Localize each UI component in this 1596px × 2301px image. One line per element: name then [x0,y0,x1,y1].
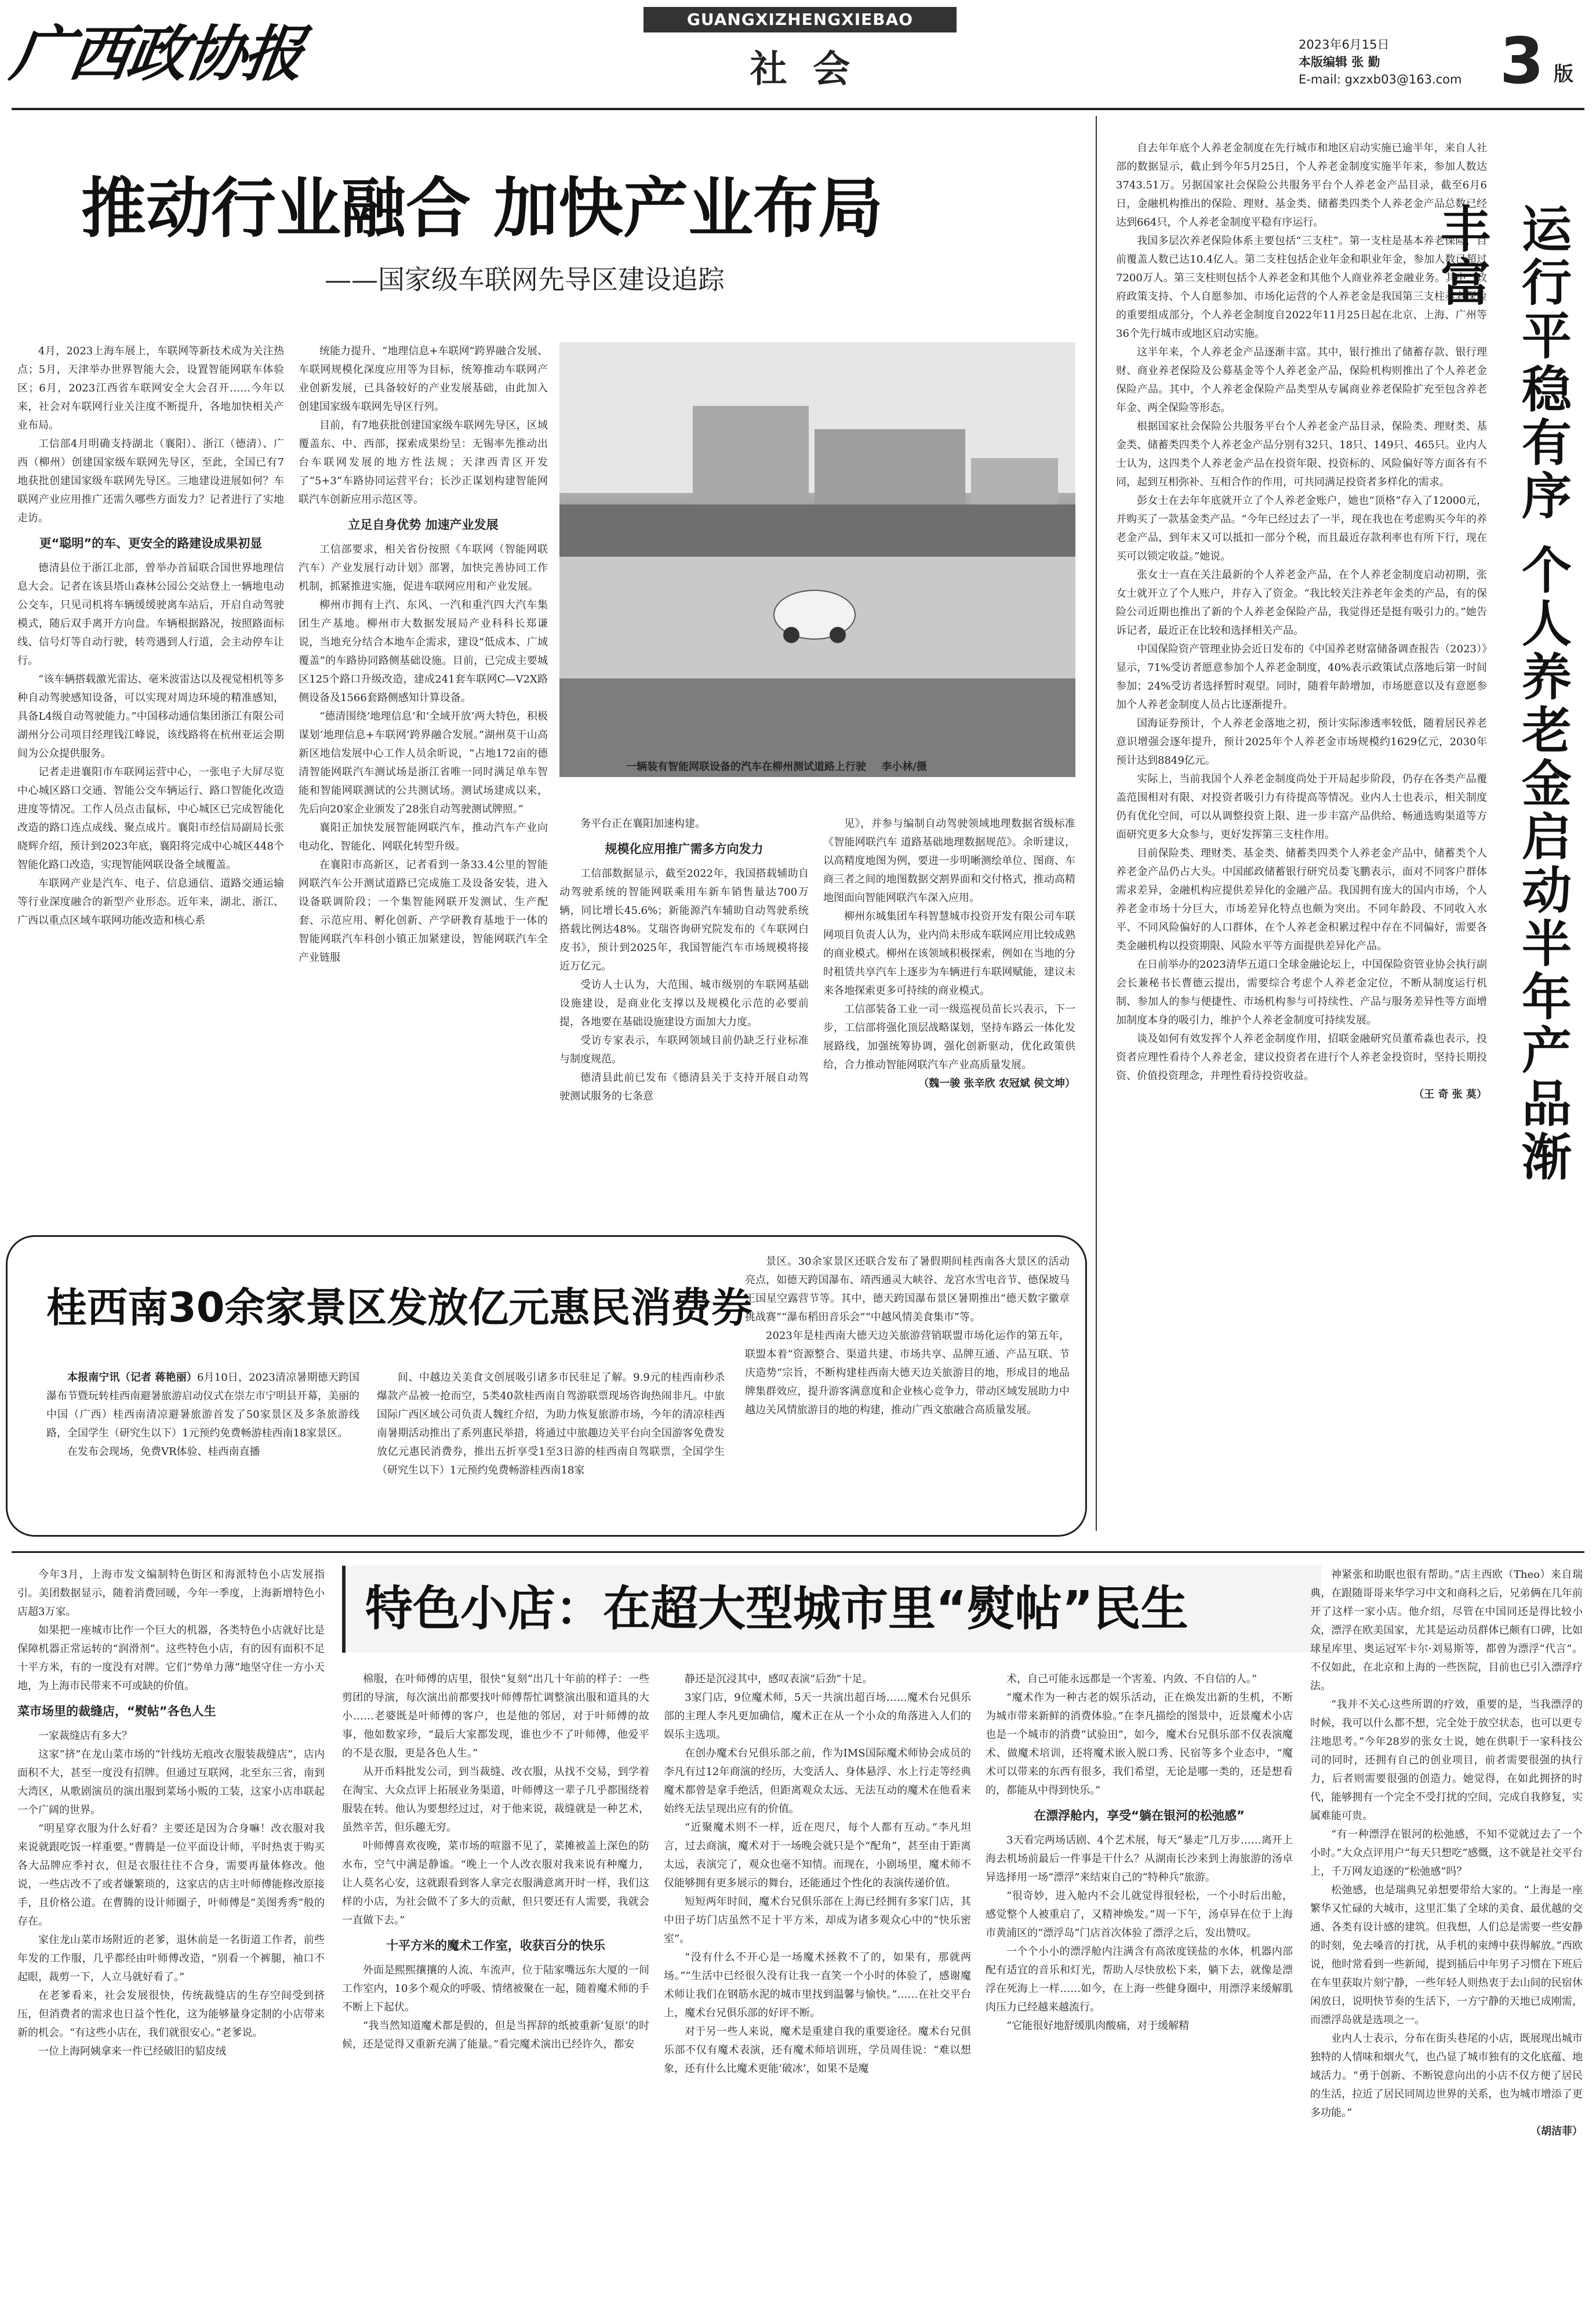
section-title: 社 会 [750,48,850,91]
paragraph: 在日前举办的2023清华五道口全球金融论坛上，中国保险资管业协会执行副会长兼秘书长曹德云提出，需要综合考虑个人养老金定位，不断从制度运行机制、参加人的参与便捷性、市场机构参与可持续性、产品与服务差异性等方面增加制度本身的吸引力，维护个人养老金制度可持续发展。 [1116,959,1487,1026]
article2-column-2 [377,1369,725,1525]
paragraph: 业内人士表示，分布在街头巷尾的小店，既展现出城市独特的人情味和烟火气，也凸显了城市独有的文化底蕴、地域活力。“勇于创新、不断锐意向出的小店不仅方便了居民的生活，拉近了居民同周边世界的关系，也为城市增添了更多功能。” [1310,2033,1583,2119]
paragraph: 自去年年底个人养老金制度在先行城市和地区启动实施已逾半年，来自人社部的数据显示，截止到今年5月25日，个人养老金制度实施半年来，参加人数达3743.51万。另据国家社会保险公共服务平台个人养老金产品目录，截至6月6日，金融机构推出的保险、理财、基金类、储蓄类四类个人养老金产品总数已经达到664只，个人养老金制度平稳有序运行。 [1116,142,1487,228]
issue-info [1299,36,1490,100]
pinyin-text: GUANGXIZHENGXIEBAO [686,10,914,29]
paragraph: 静还是沉浸其中，感叹表演“后劲”十足。 [685,1673,873,1685]
article1-column-2 [299,342,548,1212]
article4-column-2 [342,1670,649,2296]
paragraph: 工信部要求，相关省份按照《车联网（智能网联汽车）产业发展行动计划》部署，加快完善协同工作机制，抓紧推进实施，促进车联网应用和产业发展。 [299,543,548,593]
paragraph: “我当然知道魔术都是假的，但是当挥辞的纸被重新‘复原’的时候，还是觉得又重新充满了能量。”看完魔术演出已经许久，都安 [342,2020,649,2050]
paragraph: 德清县此前已发布《德清县关于支持开展自动驾驶测试服务的七条意 [559,1072,809,1102]
lead-reporter: （记者 蒋艳丽） [119,1371,198,1384]
photo-credit: 李小林/摄 [881,761,927,773]
article4-column-1 [17,1566,325,2296]
paragraph: “很奇妙，进入舱内不会儿就觉得很轻松，一个小时后出舱，感觉整个人被重启了，又精神焕发。”周一下午，汤卓异在位于上海市黄浦区的“漂浮岛”门店首次体验了漂浮之后，发出赞叹。 [986,1890,1293,1939]
paragraph: 车联网产业是汽车、电子、信息通信、道路交通运输等行业深度融合的新型产业形态。近年来，湖北、浙江、广西以重点区域车联网功能改造和核心系 [17,877,284,927]
paragraph: 柳州东城集团车科智慧城市投资开发有限公司车联网项目负责人认为，业内尚未形成车联网应用比较成熟的商业模式。柳州在该领域积极探索，例如在当地的分时租赁共享汽车上逐步为车辆进行车联网赋能，建议未来各地探索更多可持续的商业模式。 [823,910,1075,997]
paragraph: “魔术作为一种古老的娱乐活动，正在焕发出新的生机，不断为城市带来新鲜的消费体验。”在李凡描绘的图景中，近景魔术小店也是一个城市的消费“试验田”，如今，魔术台兄俱乐部不仅表演魔术、做魔术培训，还将魔术嵌入脱口秀、民宿等多个业态中，“魔术可以带来的东西有很多，我们希望，无论是哪一类的，还是想看的，都能从中得到快乐。” [986,1692,1293,1796]
paragraph: 一家裁缝店有多大？ [38,1730,132,1742]
subheading: 更“聪明”的车、更安全的路建设成果初显 [39,536,263,550]
paragraph: 统能力提升、“地理信息+车联网”跨界融合发展、车联网规模化深度应用等为目标，统筹推动车联网产业创新发展，已具备较好的产业发展基础，由此加入创建国家级车联网先导区行列。 [299,345,548,413]
paragraph: 3天看完两场话剧、4个艺术展，每天“暴走”几万步……离开上海去机场前最后一件事是干什么？从湖南长沙来到上海旅游的汤卓异选择用一场“漂浮”来结束自己的“特种兵”旅游。 [986,1834,1293,1883]
paragraph: “明星穿衣服为什么好看？主要还是因为合身嘛！改衣服对我来说就跟吃饭一样重要。”曹腾是一位平面设计师，平时热衷于购买各大品牌应季衬衣，但是衣服往往不合身，需要再量体修改。他说，一些店改不了或者嫌繁琐的，这家店的店主叶师傅能修改原接手，且价格公道。在曹腾的设计师圈子，叶师傅是“美图秀秀”般的存在。 [17,1823,325,1928]
paragraph: 工信部装备工业一司一级巡视员苗长兴表示，下一步，工信部将强化顶层战略谋划，坚持车路云一体化发展路线，加强统筹协调，强化创新驱动，优化政策供给，合力推动智能网联汽车产业高质量发展。 [823,1003,1075,1071]
page-number: 3 [1499,24,1544,98]
byline: （胡洁菲） [1530,2125,1583,2137]
logo-text: 广西政协报 [6,18,307,89]
paragraph: 工信部4月明确支持湖北（襄阳）、浙江（德清）、广西（柳州）创建国家级车联网先导区，至此，全国已有7地获批创建国家级车联网先导区。三地建设进展如何？车联网产业应用推广还需久哪些方面发力？记者进行了实地走访。 [17,438,284,524]
subheading: 规模化应用推广需多方向发力 [605,842,764,856]
paragraph: 4月，2023上海车展上，车联网等新技术成为关注热点；5月，天津举办世界智能大会，设置智能网联车体验区；6月，2023江西省车联网安全大会召开……今年以来，社会对车联网行业关注度不断提升，各地加快相关产业布局。 [17,345,284,431]
paragraph: 这半年来，个人养老金产品逐渐丰富。其中，银行推出了储蓄存款、银行理财、商业养老保险及公募基金等个人养老金产品，保险机构则推出了个人养老金保险产品。其中，个人养老金保险产品类型从专属商业养老保险扩充至包含养老年金、两全保险等形态。 [1116,346,1487,414]
paragraph: 从开币料批发公司，到当裁缝、改衣服，从找不交易，到学着在淘宝、大众点评上拓展业务渠道，叶师傅这一辈子几乎都围绕着服装在转。他认为要想经过过，对于他来说，裁缝就是一种艺术，虽然辛苦，但乐趣无穷。 [342,1766,649,1834]
subheading: 菜市场里的裁缝店，“熨帖”各色人生 [17,1704,216,1718]
paragraph: 3家门店，9位魔术师，5天一共演出超百场……魔术台兄俱乐部的主理人李凡更加确信，魔术正在从一个小众的角落进入人们的娱乐主选项。 [664,1692,971,1741]
paragraph: “德清围绕‘地理信息’和‘全域开放’两大特色，积极谋划‘地理信息+车联网’跨界融合发展。”湖州莫干山高新区地信发展中心工作人员余昕说，“占地172亩的德清智能网联汽车测试场是浙江省唯一同时满足单车智能和智能网联测试的公共测试场。测试场建成以来，先后向20家企业颁发了28张自动驾驶测试牌照。” [299,710,548,815]
photo-caption: 一辆装有智能网联设备的汽车在柳州测试道路上行驶 [626,761,866,773]
paragraph: 家住龙山菜市场附近的老爹，退休前是一名街道工作者，前些年发的工作服，几乎都经由叶师傅改造，“别看一个裤腿，袖口不起眼，裁剪一下，人立马就好看了。” [17,1934,325,1983]
paragraph: 目前保险类、理财类、基金类、储蓄类四类个人养老金产品中，储蓄类个人养老金产品仍占大头。中国邮政储蓄银行研究员娄飞鹏表示，面对不同客户群体需求差异，金融机构应提供差异化的金融产品。我国拥有庞大的国内市场，个人养老金市场十分巨大，市场差异化特点也颇为突出。不同年龄段、不同收入水平、不同风险偏好的人口群体，在个人养老金积累过程中存在不同偏好，需要各类金融机构以投资期限、风险水平等方面提供差异化产品。 [1116,847,1487,952]
paragraph: 目前，有7地获批创建国家级车联网先导区，区域覆盖东、中、西部，探索成果纷呈：无锡率先推动出台车联网发展的地方性法规；天津西青区开发了“5+3”车路协同运营平台；长沙正谋划构建智能网联汽车创新应用示范区等。 [299,419,548,506]
paragraph: 今年3月，上海市发文编制特色街区和海派特色小店发展指引。美团数据显示，随着消费回暖，今年一季度，上海新增特色小店超3万家。 [17,1569,325,1618]
paragraph: 对于另一些人来说，魔术是重建自我的重要途径。魔术台兄俱乐部不仅有魔术表演，还有魔术师培训班，学员周佳说：“难以想象，还有什么比魔术更能‘破冰’，如果不是魔 [664,2026,971,2075]
article1-column-3 [559,815,809,1209]
paragraph: 记者走进襄阳市车联网运营中心，一张电子大屏尽览中心城区路口交通、智能公交车辆运行、路口智能化改造进度等情况。工作人员点击鼠标，中心城区已完成智能化改造的路口连点成线、聚点成片。襄阳市经信局副局长张晓辉介绍，预计到2023年底，襄阳将完成中心城区448个智能化路口改造，实现智能网联设备全域覆盖。 [17,766,284,871]
photo-illustration [559,342,1075,777]
paragraph: 松弛感，也是瑞典兄弟想要带给大家的。“上海是一座繁华又忙碌的大城市，这里汇集了全球的美食、最优越的交通、各类有设计感的建筑。但我想，人们总是需要一些安静的时刻，免去嗓音的打扰，从手机的束缚中获得解放。”西欧说，他时常看到一些新闻，提到插后中年男子习惯在下班后在车里获取片刻宁静，一些年轻人则热衷于去山间的民宿休闲放日，说明快节奏的生活下，一方宁静的天地已成刚需，而漂浮岛就是选项之一。 [1310,1884,1583,2026]
paragraph: 神紧张和助眠也很有帮助。”店主西欧（Theo）来自瑞典，在跟随哥哥来华学习中文和商科之后，兄弟俩在几年前开了这样一家小店。他介绍，尽管在中国同还是得比较小众，漂浮在欧美国家，尤其是运动员群体已颇有口碑，比如球星库里、奥运冠军卡尔·刘易斯等，都曾为漂浮“代言”。不仅如此，在北京和上海的一些医院，目前也已引入漂浮疗法。 [1310,1569,1583,1692]
byline: （魏一骏 张辛欣 农冠斌 侯文坤） [918,1077,1075,1090]
paragraph: 中国保险资产管理业协会近日发布的《中国养老财富储备调查报告（2023）》显示，71%受访者愿意参加个人养老金制度，40%表示政策试点落地后第一时间参加；24%受访者选择暂时观望。同时，随着年龄增加，市场愿意以及有意愿参加个人养老金制度人员占比逐渐提升。 [1116,643,1487,711]
paragraph: 这家“挤”在龙山菜市场的“针线坊无痕改衣服装裁缝店”，店内面积不大，甚至一度没有招牌。但通过互联网，北至东三省，南到大湾区，从歌剧演员的演出服到菜场小贩的工装，这家小店串联起一个广阔的世界。 [17,1748,325,1816]
paragraph: 在发布会现场，免费VR体验、桂西南直播 [67,1446,260,1458]
paragraph: 受访人士认为，大范围、城市级别的车联网基础设施建设，是商业化支撑以及规模化示范的必要前提，各地要在基础设施建设方面加大力度。 [559,979,809,1028]
paragraph: “没有什么不开心是一场魔术拯救不了的，如果有，那就两场。”“生活中已经很久没有让我一直笑一个小时的体验了，感谢魔术师让我们在钢筋水泥的城市里找到温馨与愉快。”……在社交平台上，魔术台兄俱乐部的好评不断。 [664,1951,971,2019]
paragraph: 工信部数据显示，截至2022年，我国搭载辅助自动驾驶系统的智能网联乘用车新车销售量达700万辆，同比增长45.6%；新能源汽车辅助自动驾驶系统搭载比例达48%。艾瑞咨询研究院发布的《车联网白皮书》，预计到2025年，我国智能汽车市场规模将接近万亿元。 [559,868,809,972]
paragraph: 柳州市拥有上汽、东风、一汽和重汽四大汽车集团生产基地。柳州市大数据发展局产业科科长郑谦说，当地充分结合本地车企需求，建设“低成本、广域覆盖”的车路协同路侧基础设施。目前，已完成主要城区125个路口升级改造，建成241套车联网C—V2X路侧设备及1566套路侧感知计算设备。 [299,599,548,704]
paragraph: “该车辆搭载激光雷达、毫米波雷达以及视觉相机等多种自动驾驶感知设备，可以实现对周边环境的精准感知，具备L4级自动驾驶能力。”中国移动通信集团浙江有限公司湖州分公司项目经理钱江峰说，该线路将在杭州亚运会期间为公众提供服务。 [17,673,284,760]
paragraph: 在襄阳市高新区，记者看到一条33.4公里的智能网联汽车公开测试道路已完成施工及设备安装，进入设备联调阶段；一个集智能网联开发测试、生产配套、示范应用、孵化创新、产学研教育基地于一体的智能网联汽车科创小镇正加紧建设，智能网联汽车全产业链服 [299,859,548,964]
news-photo [559,342,1075,777]
article1-column-4 [823,815,1075,1209]
paragraph: 见》，并参与编制自动驾驶领域地理数据省级标准《智能网联汽车 道路基础地理数据规范》。余昕建议，以高精度地图为例，要进一步明晰测绘单位、图商、车商三者之间的地图数据交割界面和交付格式，推动高精地图面向智能网联汽车深入应用。 [823,818,1075,904]
paragraph: 景区。30余家景区还联合发布了暑假期间桂西南各大景区的活动亮点，如德天跨国瀑布、靖西通灵大峡谷、龙宫水雪电音节、德保坡马王国星空露营节等。其中，德天跨国瀑布景区暑期推出“德天数字徽章挑战赛”“瀑布稻田音乐会”“中越风情美食集市”等。 [745,1255,1070,1323]
article4-column-5 [1310,1566,1583,2296]
paragraph: 根据国家社会保险公共服务平台个人养老金产品目录，保险类、理财类、基金类、储蓄类四类个人养老金产品分别有32只、18只、149只、465只。业内人士认为，这四类个人养老金产品在投资年限、投资标的、风险偏好等方面各有不同，起到互相弥补、互相合作的作用，可共同满足投资者多样化的需求。 [1116,420,1487,488]
paragraph: 务平台正在襄阳加速构建。 [580,818,706,830]
editor-email: E-mail: gxzxb03@163.com [1299,72,1462,86]
photo-caption-bar [626,757,1073,778]
article4-column-4 [986,1670,1293,2296]
paragraph: 我国多层次养老保险体系主要包括“三支柱”。第一支柱是基本养老保险，目前覆盖人数已达10.4亿人。第二支柱包括企业年金和职业年金，参加人数已超过7200万人。第三支柱则包括个人养老金和其他个人商业养老金融业务。其中，政府政策支持、个人自愿参加、市场化运营的个人养老金是我国第三支柱养老保险的重要组成部分，个人养老金制度自2022年11月25日起在北京、上海、广州等36个先行城市或地区启动实施。 [1116,235,1487,340]
subheading: 立足自身优势 加速产业发展 [348,518,499,532]
article3-title: 运行平稳有序 个人养老金启动半年产品渐丰富 [1432,203,1571,1184]
paragraph [46,1369,359,1443]
paragraph: 外面是熙熙攘攘的人流、车流声，位于陆家嘴远东大厦的一间工作室内，10多个观众的呼吸、情绪被聚在一起，随着魔术师的手不断上下起伏。 [342,1964,649,2013]
editor-name: 本版编辑 张 勤 [1299,55,1380,69]
article1-subtitle: ——国家级车联网先导区建设追踪 [325,264,725,295]
article2-title: 桂西南30余家景区发放亿元惠民消费券 [46,1284,752,1331]
paragraph: 谈及如何有效发挥个人养老金制度作用，招联金融研究员董希淼也表示，投资者应理性看待个人养老金，建议投资者在进行个人养老金投资时，坚持长期投资、价值投资理念，并理性看待投资收益。 [1116,1033,1487,1082]
paragraph: 在创办魔术台兄俱乐部之前，作为IMS国际魔术师协会成员的李凡有过12年商演的经历，大变活人、身体悬浮、水上行走等经典魔术都曾是拿手绝活，但距离观众太远、无法互动的魔术在他看来始终无法呈现出应有的价值。 [664,1747,971,1815]
paragraph: 实际上，当前我国个人养老金制度尚处于开局起步阶段，仍存在各类产品覆盖范围相对有限、对投资者吸引力有待提高等情况。业内人士也表示，相关制度仍有优化空间，可以从调整投资上限、进一步丰富产品供给、畅通选购渠道等方面研究更多大众参与，更好发挥第三支柱作用。 [1116,773,1487,841]
paragraph: 德清县位于浙江北部，曾举办首届联合国世界地理信息大会。记者在该县塔山森林公园公交站登上一辆地电动公交车，只见司机将车辆缓缓驶离车站后，开启自动驾驶模式，随后双手离开方向盘。车辆根据路况，按照路面标线、信号灯等自动行驶，转弯遇到人行道，会主动停车让行。 [17,562,284,667]
paragraph: 一个个小小的漂浮舱内注满含有高浓度镁盐的水体，机器内部配有适宜的音乐和灯光，帮助人尽快放松下来，躺下去，就像是漂浮在死海上一样……如今，在上海一些健身圈中，用漂浮来缓解肌肉压力已经越来越流行。 [986,1946,1293,2013]
article2-column-1 [46,1369,359,1525]
paragraph: “我并不关心这些所谓的疗效，重要的是，当我漂浮的时候，我可以什么都不想，完全处于放空状态，也可以更专注地思考。”今年28岁的张女士说，她在供职于一家科技公司的同时，还拥有自己的创业项目，前者需要很强的执行力，后者则需要很强的创造力。她觉得，在如此拥挤的时代，能够拥有一个完全不受打扰的空间，完成自我修复，实属难能可贵。 [1310,1698,1583,1822]
article1-title: 推动行业融合 加快产业布局 [81,171,883,246]
paragraph: 2023年是桂西南大德天边关旅游营销联盟市场化运作的第五年，联盟本着“资源整合、渠道共建、市场共享、品牌互通、产品互联、节庆造势”宗旨，不断构建桂西南大德天边关旅游目的地，形成目的地品牌集群效应，提升游客满意度和企业核心竞争力，带动区域发展助力中越边关风情旅游目的地的构建，推动广西文旅融合高质量发展。 [745,1330,1070,1416]
byline: （王 奇 张 莫） [1413,1088,1487,1101]
paragraph: 棉服，在叶师傅的店里，很快“复刻”出几十年前的样子：一些剪团的导演，每次演出前都要找叶师傅帮忙调整演出服和道具的大小……老婆既是叶师傅的客户，也是他的邻居，对于叶师傅的故事，他如数家珍，“最后大家都发现，谁也少不了叶师傅，他爱平的不是衣服，更是各色人生。” [342,1673,649,1759]
paragraph: 在老爹看来，社会发展很快，传统裁缝店的生存空间受到挤压，但消费者的需求也日益个性化，这为能够量身定制的小店带来新的机会。“有这些小店在，我们就很安心。”老爹说。 [17,1990,325,2039]
paragraph: 张女士一直在关注最新的个人养老金产品，在个人养老金制度启动初期，张女士就开立了个人账户，并存入了资金。“我比较关注养老年金类的产品，有的保险公司近期也推出了新的个人养老金保险产品，我觉得还是挺有吸引力的。”她告诉记者，最近正在比较和选择相关产品。 [1116,569,1487,637]
paragraph: 短短两年时间，魔术台兄俱乐部在上海已经拥有多家门店，其中田子坊门店虽然不足十平方米，却成为诸多观众心中的“快乐密室”。 [664,1896,971,1945]
masthead-rule [12,108,1584,110]
article1-column-1 [17,342,284,1212]
newspaper-logo [6,10,313,103]
paragraph: 国海证券预计，个人养老金落地之初，预计实际渗透率较低，随着居民养老意识增强会逐年提升，预计2025年个人养老金市场规模约1629亿元，2030年预计达到8849亿元。 [1116,717,1487,767]
paragraph: 襄阳正加快发展智能网联汽车，推动汽车产业向电动化、智能化、网联化转型升级。 [299,822,548,852]
column-divider [1096,116,1097,1531]
paragraph: 受访专家表示，车联网领域目前仍缺乏行业标准与制度规范。 [559,1035,809,1065]
article4-title: 特色小店：在超大型城市里“熨帖”民生 [365,1581,1188,1636]
subheading: 十平方米的魔术工作室，收获百分的快乐 [386,1939,605,1952]
paragraph: 如果把一座城市比作一个巨大的机器，各类特色小店就好比是保障机器正常运转的“润滑剂”。这些特色小店，有的因有面积不足十平方米，有的一度没有对牌。它们“势单力薄”地坚守住一方小天地，为上海市民带来不可或缺的价值。 [17,1624,325,1692]
lead-label: 本报南宁讯 [67,1371,120,1384]
paragraph: “有一种漂浮在银河的松弛感，不知不觉就过去了一个小时。”大众点评用户“每天只想吃”感慨，这不就是社交平台上，千万网友追逐的“松弛感”吗？ [1310,1828,1583,1878]
subheading: 在漂浮舱内，享受“躺在银河的松弛感” [1034,1809,1245,1823]
pinyin-banner [644,7,957,32]
section-rule [12,1551,1584,1553]
paragraph: “近聚魔术则不一样，近在咫尺，每个人都有互动。”李凡坦言，过去商演，魔术对于一场晚会就只是个“配角”，甚至由于距离太远，表演完了，观众也毫不知情。而现在，小剧场里，魔术师不仅能够拥有更多展示的舞台，还能通过个性化的表演传递价值。 [664,1821,971,1889]
paragraph: 间、中越边关美食文创展吸引诸多市民驻足了解。9.9元的桂西南秒杀爆款产品被一抢而空，5类40款桂西南自驾游联票现场咨询热闹非凡。中旅国际广西区域公司负责人魏红介绍，为助力恢复旅游市场，今年的清凉桂西南暑期活动推出了系列惠民举措，将通过中旅趣边关平台向全国游客免费发放亿元惠民消费券，推出五折享受1至3日游的桂西南自驾联票，全国学生（研究生以下）1元预约免费畅游桂西南18家 [377,1371,725,1476]
article2-column-3 [745,1253,1070,1525]
article4-column-3 [664,1670,971,2296]
paragraph: “它能很好地舒缓肌肉酸痛，对于缓解精 [1006,2020,1190,2032]
page-unit: 版 [1554,63,1573,86]
paragraph: 叶师傅喜欢夜晚，菜市场的喧嚣不见了，菜摊被盖上深色的防水布，空气中满是静谧。“晚上一个人改衣服对我来说有种魔力，让人莫名心安，这就跟看到客人拿完衣服满意离开时一样，我们这样的小店，为社会做不了多大的贡献，但只要还有人需要，我就会一直做下去。” [342,1840,649,1926]
paragraph: 术，自己可能永远都是一个害羞、内敛、不自信的人。” [1006,1673,1257,1685]
issue-date: 2023年6月15日 [1299,38,1390,52]
lead-text: 6月10日，2023清凉暑期德天跨国瀑布节暨玩转桂西南避暑旅游启动仪式在崇左市宁明县开幕，美丽的中国（广西）桂西南清凉避暑旅游首发了50家景区及多条旅游线路，全国学生（研究生以下）1元预约免费畅游桂西南18家景区。 [46,1371,359,1439]
article3-body [1116,139,1487,1531]
paragraph: 彭女士在去年年底就开立了个人养老金账户，她也“顶格”存入了12000元，并购买了一款基金类产品。“今年已经过去了一半，现在我也在考虑购买今年的养老金产品，到年末又可以抵扣一部分个税，而且最近存款利率也有所下行，现在买可以锁定收益。”她说。 [1116,495,1487,562]
paragraph: 一位上海阿姨拿来一件已经破旧的貂皮绒 [38,2045,226,2057]
